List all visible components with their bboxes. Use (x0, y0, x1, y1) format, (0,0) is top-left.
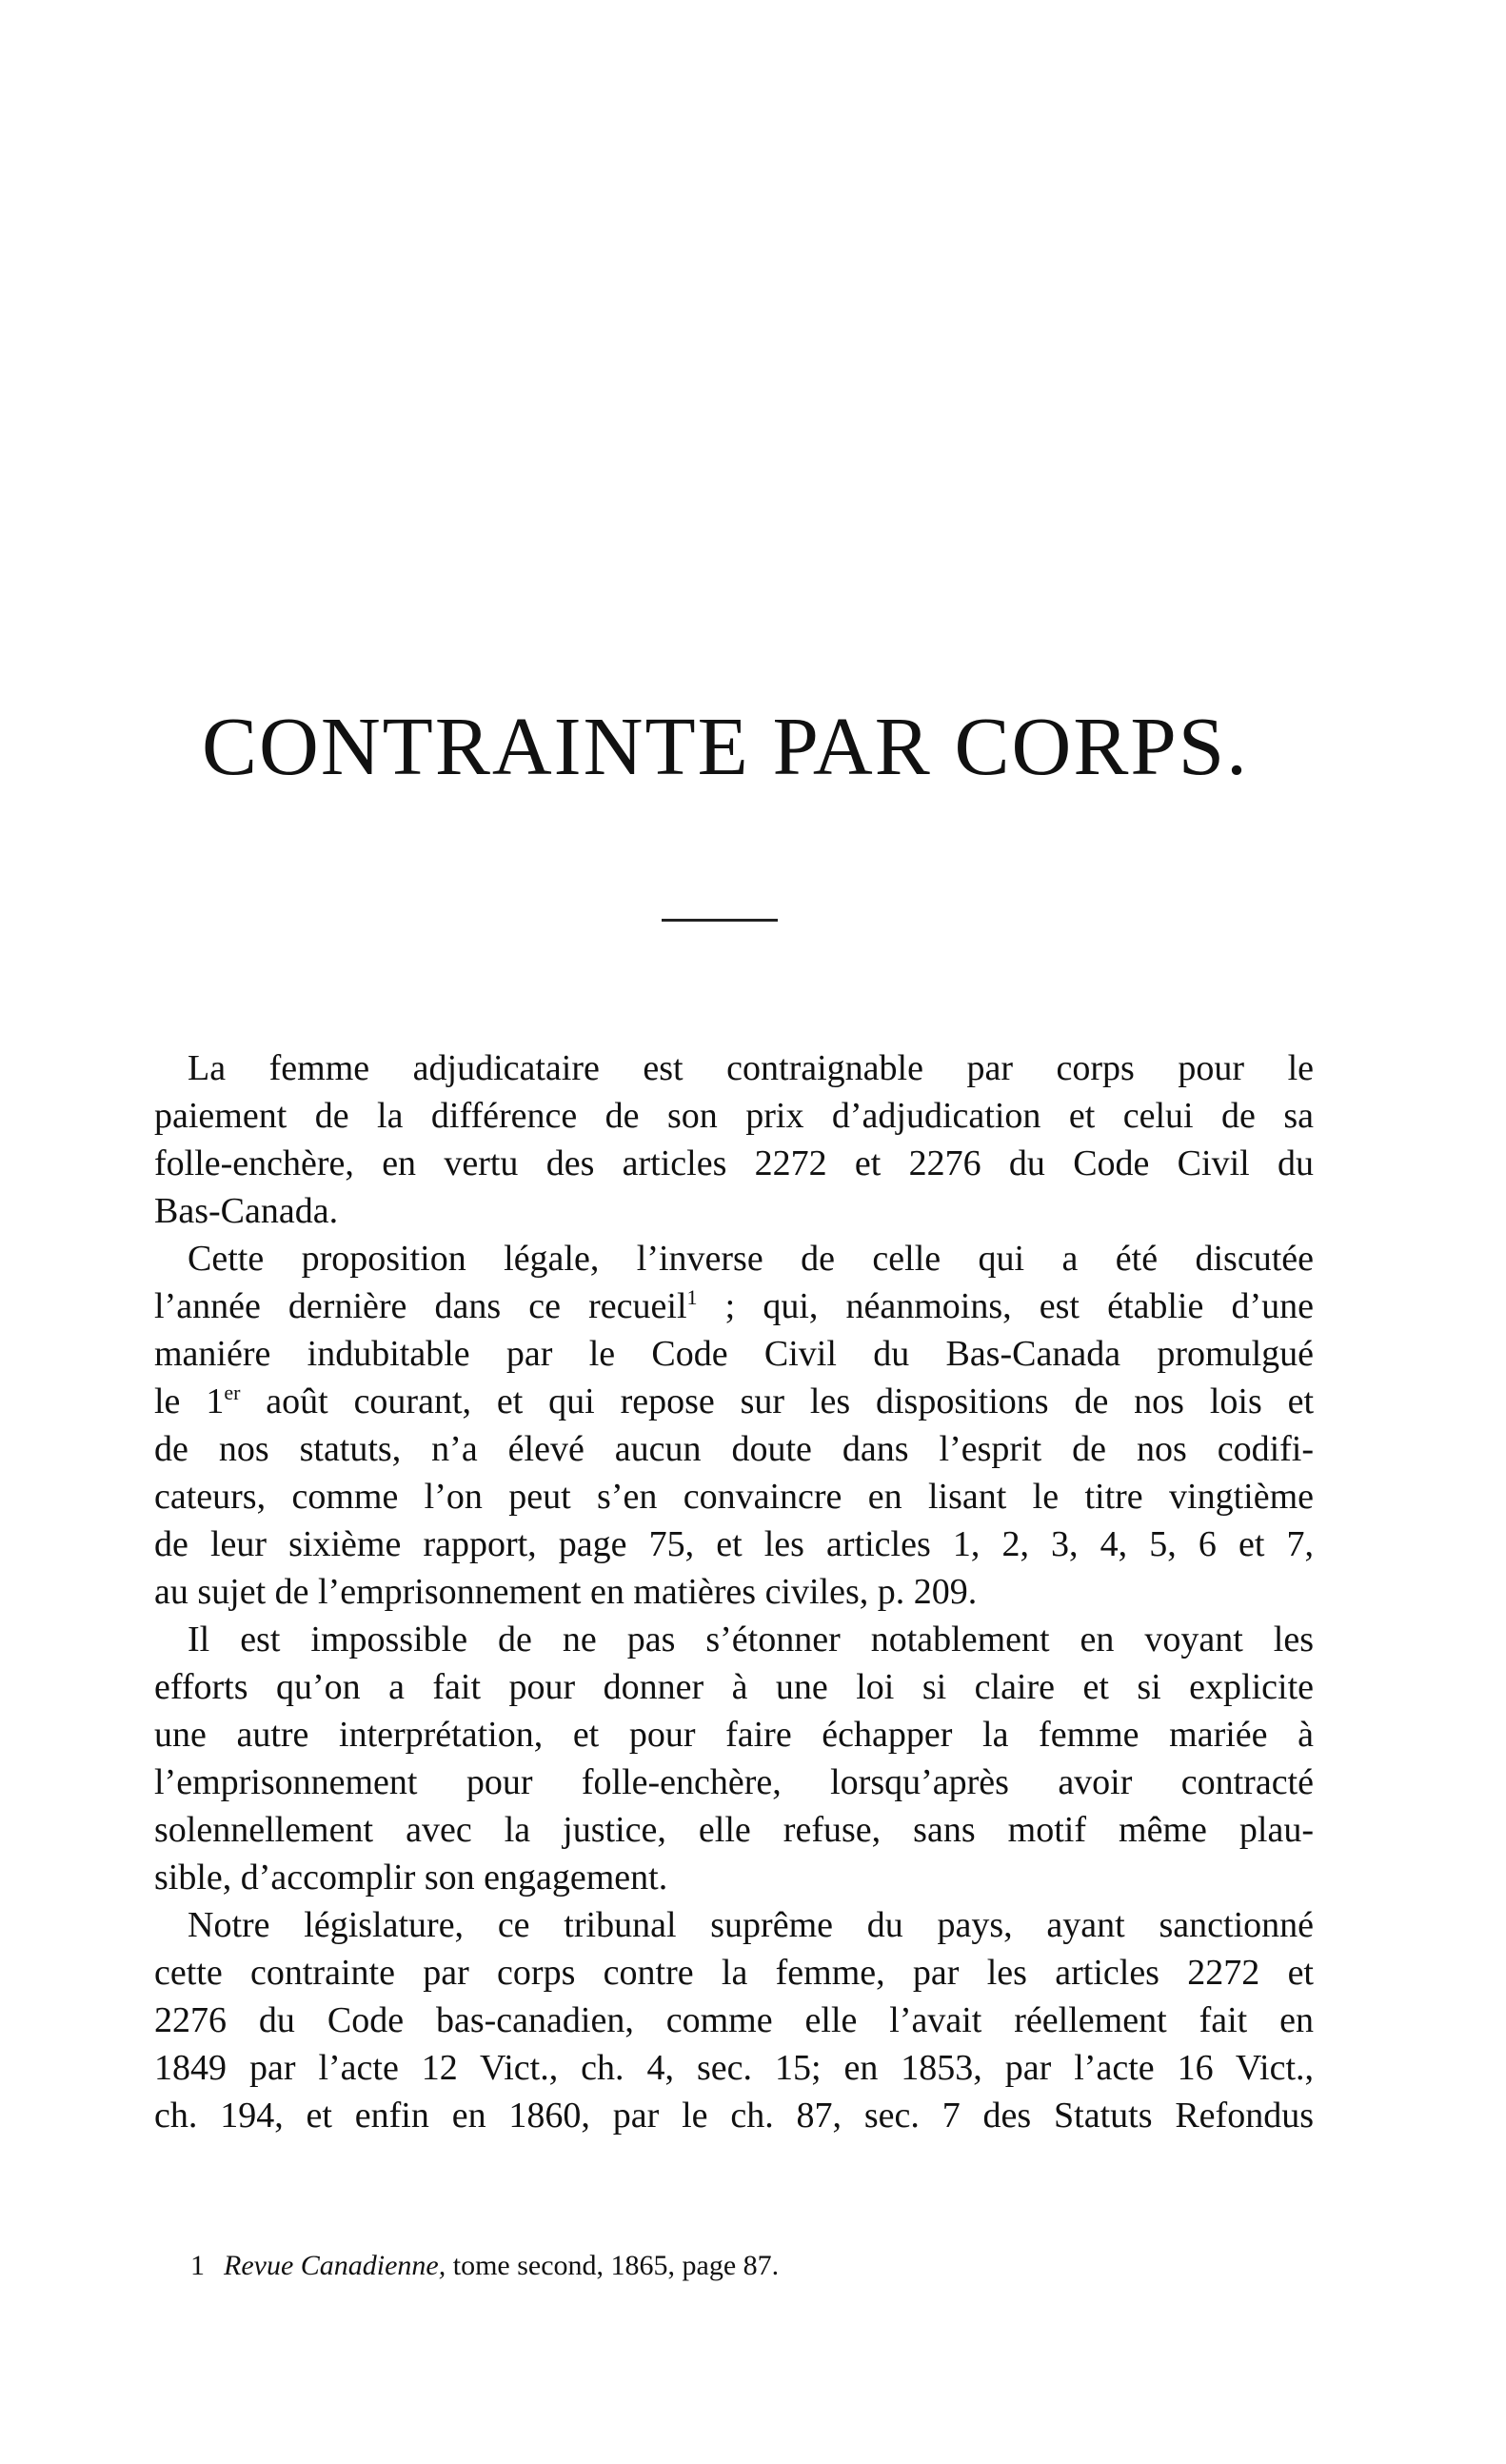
text-line: l’emprisonnement pour folle-enchère, lorsqu’après avoir contracté (154, 1762, 1314, 1802)
text-line: Bas-Canada. (154, 1191, 339, 1231)
text-line: Il est impossible de ne pas s’étonner notablement en voyant les (188, 1619, 1314, 1659)
paragraph-1 (154, 1044, 1314, 1235)
text-line: maniére indubitable par le Code Civil du Bas-Canada promulgué (154, 1334, 1314, 1374)
text-line: de nos statuts, n’a élevé aucun doute dans l’esprit de nos codifi- (154, 1429, 1314, 1469)
text-line (154, 1282, 1314, 1330)
text-line: cateurs, comme l’on peut s’en convaincre en lisant le titre vingtième (154, 1477, 1314, 1517)
text-line: une autre interprétation, et pour faire échapper la femme mariée à (154, 1715, 1314, 1755)
text-line: Cette proposition légale, l’inverse de celle qui a été discutée (188, 1239, 1314, 1279)
text-line: sible, d’accomplir son engagement. (154, 1858, 668, 1898)
text-line: efforts qu’on a fait pour donner à une loi si claire et si explicite (154, 1667, 1314, 1707)
text-segment: le (154, 1381, 181, 1421)
text-segment: août courant, et qui repose sur les dispositions de nos lois et (266, 1381, 1315, 1421)
text-line: de leur sixième rapport, page 75, et les articles 1, 2, 3, 4, 5, 6 et 7, (154, 1524, 1314, 1564)
text-line: La femme adjudicataire est contraignable par corps pour le (188, 1048, 1314, 1088)
text-line: Notre législature, ce tribunal suprême du pays, ayant sanctionné (188, 1905, 1314, 1945)
footnote-text: tome second, 1865, page 87. (452, 2250, 780, 2281)
text-line: solennellement avec la justice, elle refuse, sans motif même plau- (154, 1810, 1314, 1850)
footnote-ref: 1 (686, 1285, 698, 1309)
footnote (190, 2247, 1047, 2285)
text-segment: ; qui, néanmoins, est établie d’une (724, 1286, 1314, 1326)
text-segment: l’année dernière dans ce recueil (154, 1286, 687, 1326)
text-line (154, 1378, 1314, 1425)
text-line: ch. 194, et enfin en 1860, par le ch. 87, sec. 7 des Statuts Refondus (154, 2096, 1314, 2136)
paragraph-4 (154, 1901, 1314, 2139)
text-line: 2276 du Code bas-canadien, comme elle l’avait réellement fait en (154, 2000, 1314, 2040)
text-line: folle-enchère, en vertu des articles 2272 et 2276 du Code Civil du (154, 1143, 1314, 1183)
title-rule (662, 919, 778, 922)
footnote-journal: Revue Canadienne, (224, 2250, 446, 2281)
footnote-number: 1 (190, 2250, 205, 2281)
paragraph-3 (154, 1616, 1314, 1901)
text-line: cette contrainte par corps contre la femme, par les articles 2272 et (154, 1953, 1314, 1993)
text-line: 1849 par l’acte 12 Vict., ch. 4, sec. 15; en 1853, par l’acte 16 Vict., (154, 2048, 1314, 2088)
body-text (154, 1044, 1314, 2139)
text-line: paiement de la différence de son prix d’adjudication et celui de sa (154, 1096, 1314, 1136)
ordinal-suffix: er (224, 1381, 241, 1404)
page-title: CONTRAINTE PAR CORPS. (202, 700, 1249, 792)
text-line: au sujet de l’emprisonnement en matières civiles, p. 209. (154, 1572, 978, 1612)
paragraph-2 (154, 1235, 1314, 1616)
text-segment: 1 (206, 1381, 225, 1421)
